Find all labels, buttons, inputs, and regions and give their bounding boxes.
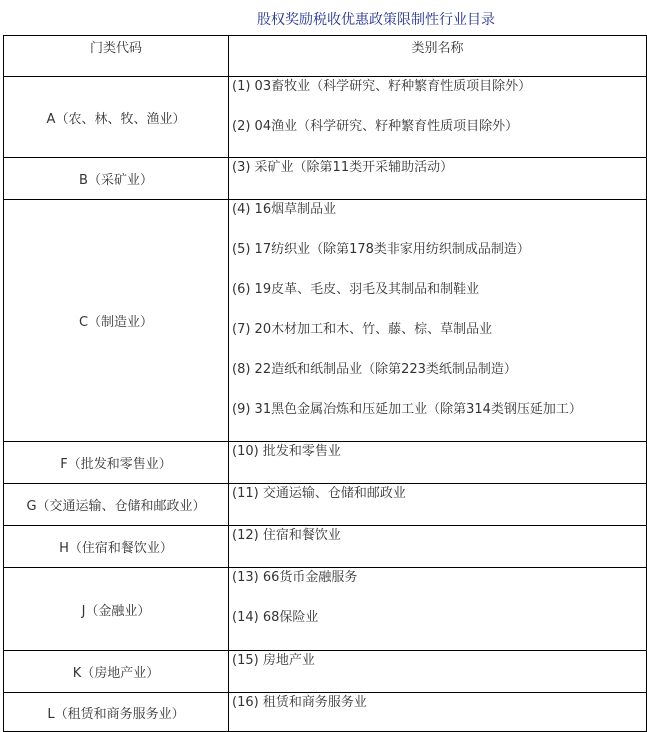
category-code-cell [4, 442, 229, 484]
category-code-cell [4, 651, 229, 693]
category-item: (1) 03畜牧业（科学研究、籽种繁育性质项目除外） [232, 79, 532, 94]
category-code-cell [4, 693, 229, 732]
category-item: (4) 16烟草制品业 [232, 202, 337, 217]
category-item: (14) 68保险业 [232, 610, 319, 625]
table-row [4, 651, 647, 693]
category-code-cell [4, 158, 229, 200]
category-code: C（制造业） [78, 315, 154, 330]
category-code-cell [4, 484, 229, 526]
document-title: 股权奖励税收优惠政策限制性行业目录 [257, 12, 495, 28]
category-item: (11) 交通运输、仓储和邮政业 [232, 486, 406, 501]
header-cell-code [4, 36, 229, 77]
category-code-cell [4, 568, 229, 651]
table-row [4, 200, 647, 442]
category-item: (3) 采矿业（除第11类开采辅助活动） [232, 160, 454, 175]
table-row [4, 484, 647, 526]
header-cell-name [229, 36, 647, 77]
table-row [4, 442, 647, 484]
category-name-cell [229, 484, 647, 526]
category-code: F（批发和零售业） [60, 457, 172, 472]
category-name-cell [229, 442, 647, 484]
header-name-label: 类别名称 [411, 41, 464, 56]
category-item: (6) 19皮革、毛皮、羽毛及其制品和制鞋业 [232, 282, 480, 297]
table-row [4, 693, 647, 732]
category-code-cell [4, 77, 229, 158]
category-code-cell [4, 200, 229, 442]
category-item: (10) 批发和零售业 [232, 444, 341, 459]
category-name-cell [229, 526, 647, 568]
category-item: (9) 31黑色金属冶炼和压延加工业（除第314类钢压延加工） [232, 402, 582, 417]
category-item: (15) 房地产业 [232, 653, 315, 668]
category-code: B（采矿业） [79, 173, 153, 188]
category-code: L（租赁和商务服务业） [47, 706, 185, 722]
category-name-cell [229, 158, 647, 200]
category-item: (16) 租赁和商务服务业 [232, 695, 367, 710]
category-item: (5) 17纺织业（除第178类非家用纺织制成品制造） [232, 242, 530, 257]
category-name-cell [229, 200, 647, 442]
category-code: G（交通运输、仓储和邮政业） [26, 499, 206, 514]
category-item: (12) 住宿和餐饮业 [232, 528, 341, 543]
table-row [4, 526, 647, 568]
category-code: J（金融业） [81, 603, 151, 619]
table-body [4, 36, 647, 732]
category-item: (7) 20木材加工和木、竹、藤、棕、草制品业 [232, 322, 493, 337]
category-name-cell [229, 693, 647, 732]
category-code: K（房地产业） [72, 666, 160, 681]
table-header-row [4, 36, 647, 77]
category-name-cell [229, 568, 647, 651]
table-row [4, 77, 647, 158]
category-item: (8) 22造纸和纸制品业（除第223类纸制品制造） [232, 362, 517, 377]
category-item: (13) 66货币金融服务 [232, 570, 358, 585]
category-code-cell [4, 526, 229, 568]
category-name-cell [229, 77, 647, 158]
category-code: H（住宿和餐饮业） [59, 541, 173, 556]
category-name-cell [229, 651, 647, 693]
category-item: (2) 04渔业（科学研究、籽种繁育性质项目除外） [232, 119, 519, 134]
industry-catalog-table [3, 35, 647, 732]
table-row [4, 158, 647, 200]
category-code: A（农、林、牧、渔业） [46, 111, 186, 127]
table-row [4, 568, 647, 651]
header-code-label: 门类代码 [89, 41, 142, 56]
